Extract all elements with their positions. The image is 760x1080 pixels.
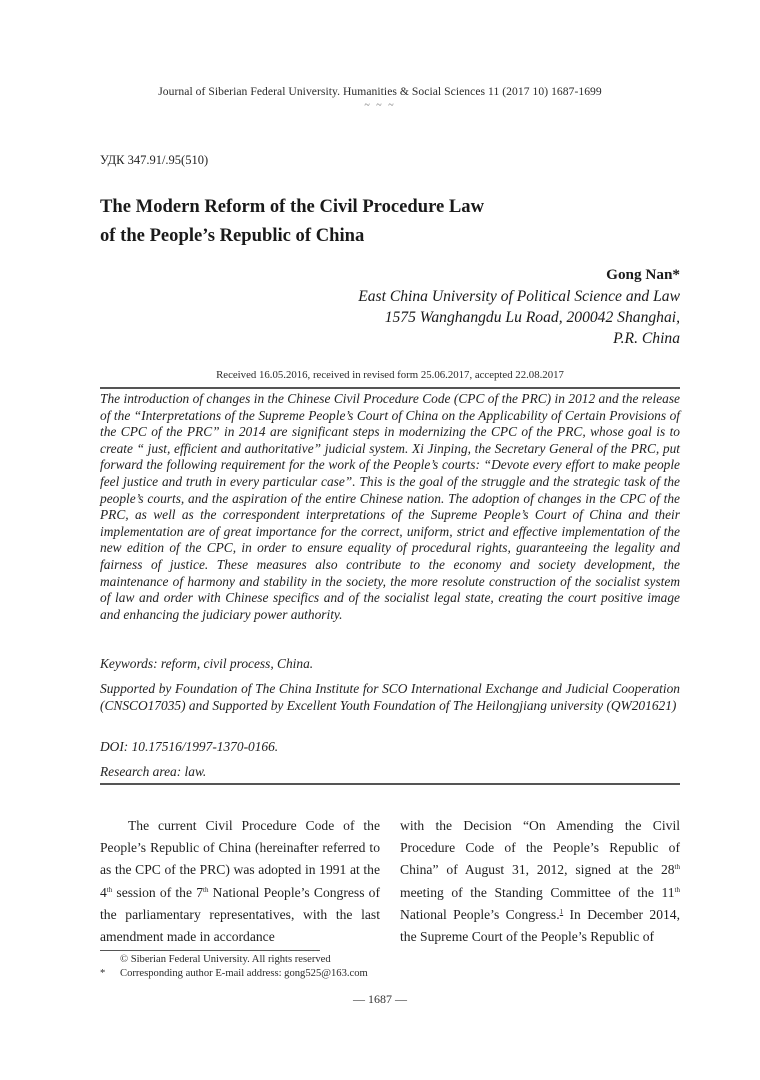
text-run: National People’s Congress.	[400, 906, 560, 922]
text-run: meeting of the Standing Committee of the 11	[400, 884, 675, 900]
running-head: Journal of Siberian Federal University. Humanities & Social Sciences 11 (2017 10) 1687-1699	[158, 85, 602, 98]
superscript: th	[203, 885, 209, 894]
article-title	[100, 192, 660, 250]
doi: DOI: 10.17516/1997-1370-0166.	[100, 739, 279, 754]
text-run: with the Decision “On Amending the Civil Procedure Code of the People’s Republic of China” of August 31, 2012, signed at the 28	[400, 818, 680, 878]
text-run: National People’s Congress of the parliamentary representatives, with the last amendment made in accordance	[100, 884, 380, 945]
body-paragraph	[100, 815, 380, 948]
footnote-reference[interactable]: 1	[559, 907, 564, 916]
page-number: — 1687 —	[353, 992, 407, 1006]
author-email: Corresponding author E-mail address: gong525@163.com	[120, 968, 368, 979]
header-ornament: ~ ~ ~	[364, 100, 396, 111]
title-line-1: The Modern Reform of the Civil Procedure Law	[100, 196, 485, 217]
superscript: th	[674, 863, 680, 872]
author-block	[358, 264, 680, 349]
abstract-text: The introduction of changes in the Chinese Civil Procedure Code (CPC of the PRC) in 2012 and the release of the “Interpretations of the Supreme People’s Court of China on the Applicability of Certain Provisions of the CPC of the PRC” in 2014 are significant steps in modernizing the CPC of the PRC, whose goal is to create “ just, efficient and authoritative” judicial system. Xi Jinping, the Secretary General of the PRC, put forward the following requirement for the work of the People’s courts: “Devote every effort to make people feel justice and truth in every particular case”. This is the goal of the struggle and the strategic task of the people’s courts, and the aspiration of the entire Chinese nation. The adoption of changes in the CPC of the PRC, as well as the correspondent interpretations of the Supreme People’s Court of China and their implementation are of great importance for the correct, uniform, strict and effective implementation of the new edition of the CPC, in order to ensure equality of procedural rights, guaranteeing the legality and fairness of justice. These measures also contribute to the economy and society development, the maintenance of harmony and stability in the society, the more resolute construction of the socialist system of law and order with Chinese specifics and of the socialist legal state, creating the court positive image and enhancing the judiciary power authority.	[100, 391, 680, 622]
text-run: In December 2014, the Supreme Court of the People’s Republic of	[400, 906, 680, 945]
affiliation-line-2: 1575 Wanghangdu Lu Road, 200042 Shanghai,	[384, 309, 680, 326]
text-run: The current Civil Procedure Code of the People’s Republic of China (hereinafter referred to as the CPC of the PRC) was adopted in 1991 at the 4	[100, 818, 380, 900]
superscript: th	[674, 885, 680, 894]
abstract-top-rule	[100, 387, 680, 389]
received-dates: Received 16.05.2016, received in revised form 25.06.2017, accepted 22.08.2017	[216, 369, 564, 381]
title-line-2: of the People’s Republic of China	[100, 225, 365, 246]
body-column-left	[100, 815, 380, 948]
footnote-separator	[100, 950, 320, 951]
text-run: session of the 7	[112, 884, 203, 900]
udk-code: УДК 347.91/.95(510)	[100, 153, 209, 167]
footnote-copyright	[100, 953, 331, 967]
abstract-bottom-rule	[100, 783, 680, 785]
asterisk-mark: *	[100, 968, 106, 979]
affiliation-line-1: East China University of Political Science and Law	[358, 288, 680, 305]
research-area: Research area: law.	[100, 764, 207, 779]
funding-statement: Supported by Foundation of The China Institute for SCO International Exchange and Judicial Cooperation (CNSCO17035) and Supported by Excellent Youth Foundation of The Heilongjiang university (QW201621)	[100, 681, 680, 713]
footnote-corresponding-author	[100, 967, 368, 981]
superscript: th	[106, 885, 113, 894]
copyright-text: © Siberian Federal University. All rights reserved	[120, 954, 331, 965]
body-column-right	[400, 815, 680, 948]
keywords: Keywords: reform, civil process, China.	[100, 656, 314, 671]
affiliation-line-3: P.R. China	[613, 330, 680, 347]
body-paragraph	[400, 815, 680, 948]
author-name: Gong Nan*	[606, 266, 680, 283]
